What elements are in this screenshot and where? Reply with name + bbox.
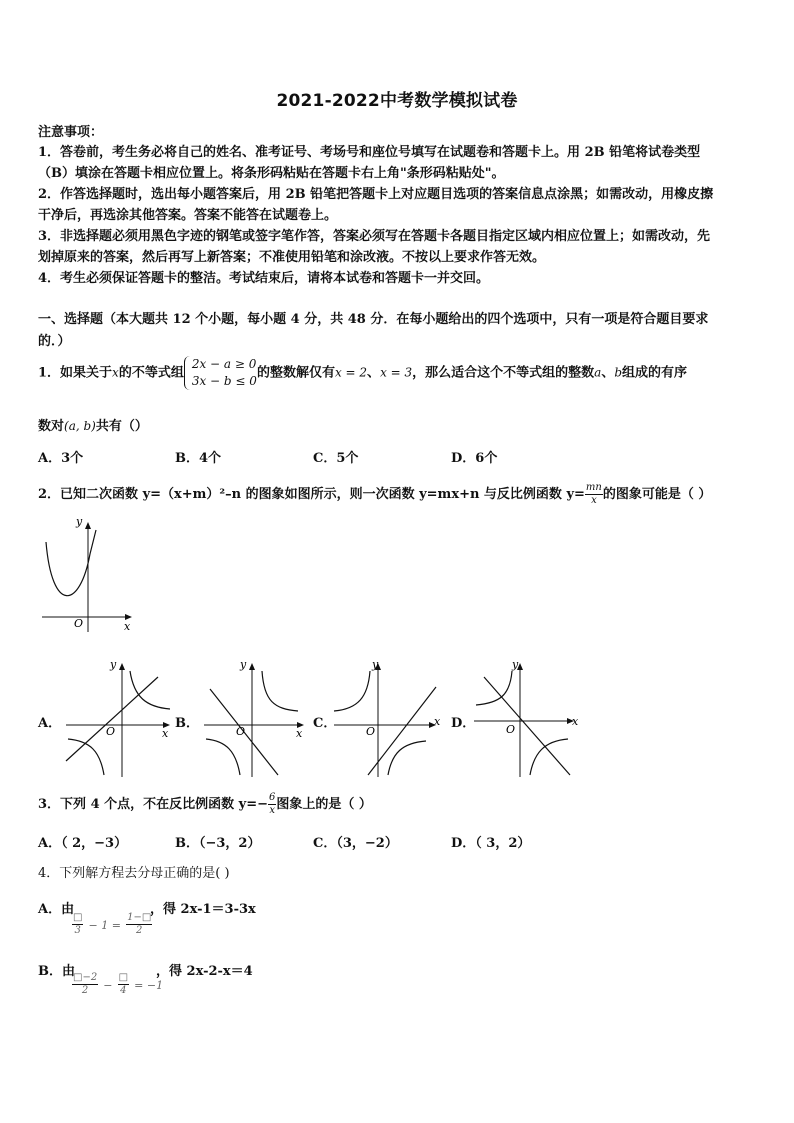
question-4-stem: 4．下列解方程去分母正确的是( ) bbox=[38, 866, 230, 881]
q1-line2-prefix: 数对 bbox=[38, 419, 65, 434]
q2-option-c-label[interactable]: C． bbox=[313, 716, 337, 731]
q1-option-a[interactable]: A．3个 bbox=[38, 451, 84, 466]
q3-text-b: 图象上的是（ ） bbox=[276, 797, 372, 812]
parabola-y-label: y bbox=[76, 515, 83, 528]
q4-option-b-equation bbox=[72, 972, 163, 997]
q1-var-a: a bbox=[594, 365, 602, 380]
notice-line-3b: 划掉原来的答案，然后再写上新答案；不准使用铅笔和涂改液。不按以上要求作答无效。 bbox=[38, 250, 546, 265]
q3-frac-num: 6 bbox=[269, 792, 276, 803]
q3-option-d[interactable]: D．（ 3，2） bbox=[451, 836, 531, 851]
q1-option-d[interactable]: D．6个 bbox=[451, 451, 498, 466]
q1-mid: 的不等式组 bbox=[118, 365, 184, 381]
notice-line-1a: 1．答卷前，考生务必将自己的姓名、准考证号、考场号和座位号填写在试题卷和答题卡上。用 2B 铅笔将试卷类型 bbox=[38, 145, 701, 160]
q2-text-b: 的图象可能是（ ） bbox=[602, 487, 712, 502]
graph-b-origin: O bbox=[236, 725, 246, 738]
q2-frac-num: mn bbox=[585, 482, 602, 493]
q4-b-minus: − bbox=[103, 979, 113, 992]
graph-a-y-label: y bbox=[110, 658, 117, 671]
graph-b-y-label: y bbox=[240, 658, 247, 671]
inequality-row-2: 3x − b ≤ 0 bbox=[191, 374, 257, 388]
notice-line-2a: 2．作答选择题时，选出每小题答案后，用 2B 铅笔把答题卡上对应题目选项的答案信息点涂黑；如需改动，用橡皮擦 bbox=[38, 187, 714, 202]
graph-a-origin: O bbox=[106, 725, 116, 738]
q2-text-a: 2．已知二次函数 y=（x+m）²–n 的图象如图所示，则一次函数 y=mx+n 与反比例函数 y= bbox=[38, 487, 585, 502]
q1-tail: ，那么适合这个不等式组的整数 bbox=[412, 365, 595, 381]
graph-b-x-label: x bbox=[296, 727, 303, 740]
q4-a-minus: − 1 = bbox=[88, 919, 121, 932]
graph-a-x-label: x bbox=[162, 727, 169, 740]
q4-option-a-label[interactable]: A．由 bbox=[38, 902, 75, 917]
q4-a-f1-num: □ bbox=[73, 912, 83, 923]
notice-line-2b: 干净后，再选涂其他答案。答案不能答在试题卷上。 bbox=[38, 208, 338, 223]
q4-a-f2-den: 2 bbox=[135, 925, 143, 936]
q2-fraction bbox=[585, 482, 603, 507]
q1-eq2: x = 3 bbox=[380, 365, 413, 380]
q4-b-f2-den: 4 bbox=[120, 985, 127, 996]
notice-heading: 注意事项： bbox=[38, 125, 104, 140]
graph-d-y-label: y bbox=[512, 658, 519, 671]
q1-option-b[interactable]: B．4个 bbox=[175, 451, 222, 466]
q4-option-b-result: ，得 2x-2-x＝4 bbox=[156, 964, 253, 979]
q1-option-c[interactable]: C．5个 bbox=[313, 451, 359, 466]
option-d-graph[interactable] bbox=[470, 657, 584, 779]
q4-b-f1-num: □−2 bbox=[73, 972, 98, 983]
q1-pair: (a, b) bbox=[64, 419, 96, 433]
q1-prefix: 1．如果关于 bbox=[38, 365, 113, 381]
graph-c-x-label: x bbox=[434, 715, 441, 728]
page-title: 2021-2022中考数学模拟试卷 bbox=[276, 91, 518, 111]
q4-option-a-result: ，得 2x-1＝3-3x bbox=[150, 902, 256, 917]
notice-line-1b: （B）填涂在答题卡相应位置上。将条形码粘贴在答题卡右上角"条形码粘贴处"。 bbox=[38, 166, 505, 181]
q4-a-frac-1 bbox=[72, 912, 83, 937]
q3-text-a: 3．下列 4 个点，不在反比例函数 y=− bbox=[38, 797, 269, 812]
q4-b-f1-den: 2 bbox=[81, 985, 89, 996]
notice-line-4: 4．考生必须保证答题卡的整洁。考试结束后，请将本试卷和答题卡一并交回。 bbox=[38, 271, 490, 286]
question-2-stem bbox=[38, 482, 711, 507]
q1-line2-suffix: 共有（） bbox=[95, 419, 148, 434]
graph-c-origin: O bbox=[366, 725, 376, 738]
q4-a-f1-den: 3 bbox=[74, 925, 81, 936]
q2-option-b-label[interactable]: B． bbox=[175, 716, 199, 731]
q3-option-c[interactable]: C．（3，−2） bbox=[313, 836, 398, 851]
section-heading-line-1: 一、选择题（本大题共 12 个小题，每小题 4 分，共 48 分．在每小题给出的四个选项中，只有一项是符合题目要求 bbox=[38, 312, 709, 327]
q1-var-x: x bbox=[112, 365, 119, 380]
inequality-row-1: 2x − a ≥ 0 bbox=[191, 357, 257, 371]
parabola-graph bbox=[40, 514, 140, 634]
q4-option-b-label[interactable]: B．由 bbox=[38, 964, 75, 979]
option-a-graph[interactable] bbox=[60, 657, 178, 779]
notice-line-3a: 3．非选择题必须用黑色字迹的钢笔或签字笔作答，答案必须写在答题卡各题目指定区域内相应位置上；如需改动，先 bbox=[38, 229, 711, 244]
graph-d-x-label: x bbox=[572, 715, 579, 728]
q2-frac-den: x bbox=[591, 495, 597, 506]
q2-option-a-label[interactable]: A． bbox=[38, 716, 62, 731]
q1-sep2: 、 bbox=[601, 365, 615, 381]
option-b-graph[interactable] bbox=[200, 657, 312, 779]
q1-after: 的整数解仅有 bbox=[256, 365, 335, 381]
q3-frac-den: x bbox=[269, 805, 276, 816]
question-1-stem bbox=[38, 356, 687, 390]
parabola-x-label: x bbox=[124, 620, 131, 633]
question-1-line-2 bbox=[38, 415, 148, 434]
q1-var-b: b bbox=[614, 365, 623, 380]
q4-b-eq: = −1 bbox=[134, 979, 164, 992]
q3-option-a[interactable]: A．（ 2，−3） bbox=[38, 836, 128, 851]
section-heading-line-2: 的．） bbox=[38, 334, 71, 349]
graph-d-origin: O bbox=[506, 723, 516, 736]
option-c-graph[interactable] bbox=[330, 657, 448, 779]
q1-tail2: 组成的有序 bbox=[622, 365, 688, 381]
parabola-origin-label: O bbox=[74, 617, 84, 630]
q4-b-f2-num: □ bbox=[118, 972, 129, 983]
inequality-system bbox=[184, 356, 257, 390]
q1-eq1: x = 2 bbox=[334, 365, 368, 380]
q1-sep: 、 bbox=[367, 365, 381, 381]
q2-option-d-label[interactable]: D． bbox=[451, 716, 476, 731]
q3-option-b[interactable]: B．（−3，2） bbox=[175, 836, 261, 851]
q4-a-f2-num: 1−□ bbox=[127, 912, 152, 923]
q4-a-frac-2 bbox=[126, 912, 152, 937]
q4-b-frac-2 bbox=[118, 972, 129, 997]
q4-b-frac-1 bbox=[72, 972, 98, 997]
graph-c-y-label: y bbox=[372, 658, 379, 671]
q4-option-a-equation bbox=[72, 912, 152, 937]
question-3-stem bbox=[38, 792, 372, 817]
